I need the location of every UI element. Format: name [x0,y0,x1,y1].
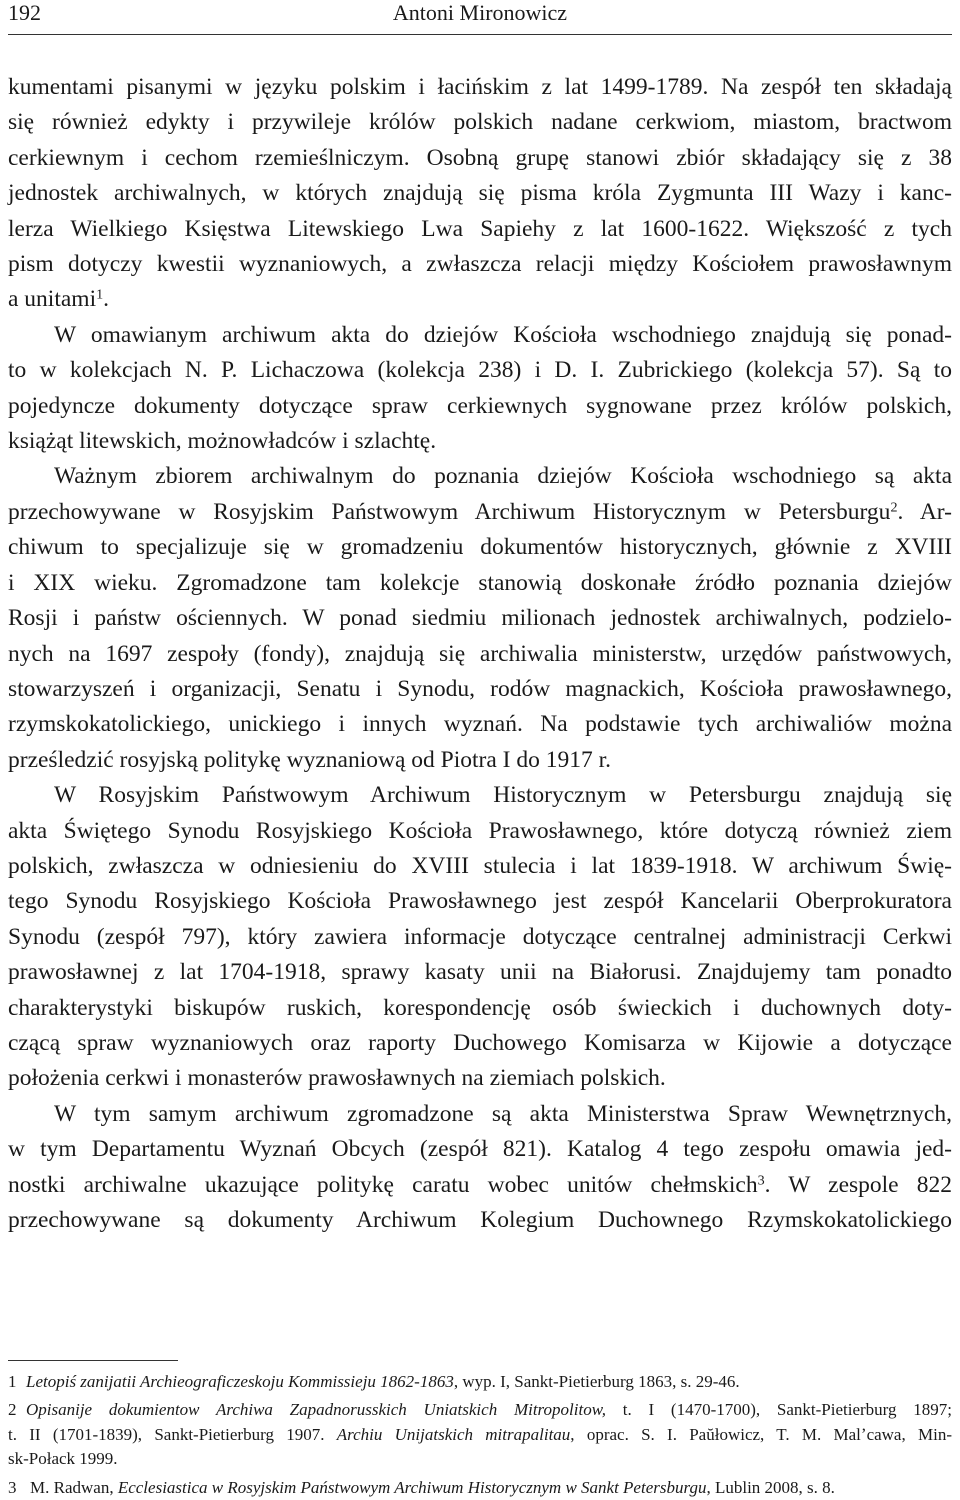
text-fragment: M. Radwan, [30,1477,118,1497]
text-line: W Rosyjskim Państwowym Archiwum Historycznym w Petersburgu znajdują się [54,782,952,809]
text-line: w tym Departamentu Wyznań Obcych (zespół 821). Katalog 4 tego zespołu omawia jed- [8,1136,952,1163]
text-line: W omawianym archiwum akta do dziejów Kościoła wschodniego znajdują się ponad- [54,321,952,348]
footnotes [8,1370,952,1500]
text-line: i XIX wieku. Zgromadzone tam kolekcje stanowią doskonałe źródło poznania dziejów [8,569,952,596]
text-line: sk-Połack 1999. [8,1449,118,1469]
text-line: nych na 1697 zespoły (fondy), znajdują się archiwalia ministerstw, urzędów państwowych, [8,640,952,667]
text-line: prawosławnej z lat 1704-1918, sprawy kasaty unii na Białorusi. Znajdujemy tam ponadto [8,959,952,986]
text-line [8,1423,952,1447]
footnote-ref-3[interactable]: 3 [757,1171,765,1188]
text-line: Synodu (zespół 797), który zawiera informacje dotyczące centralnej administracji Cerkwi [8,923,952,950]
text-line: charakterystyki biskupów ruskich, korespondencję osób świeckich i duchownych doty- [8,994,952,1021]
text-line: akta Świętego Synodu Rosyjskiego Kościoła Prawosławnego, które dotyczą również ziem [8,817,952,844]
text-line: W tym samym archiwum zgromadzone są akta Ministerstwa Spraw Wewnętrznych, [54,1100,952,1127]
text-fragment: t. I (1470-1700), Sankt-Pietierburg 1897; [606,1400,952,1420]
text-line: kumentami pisanymi w języku polskim i łacińskim z lat 1499-1789. Na zespół ten składają [8,74,952,100]
text-line: się również edykty i przywileje królów polskich nadane cerkwiom, miastom, bractwom [8,109,952,136]
main-text [8,70,952,1238]
text-line: pism dotyczy kwestii wyznaniowych, a zwłaszcza relacji między Kościołem prawosławnym [8,251,952,278]
text-line [8,1168,952,1203]
footnote-ref-2[interactable]: 2 [890,499,898,516]
text-line: jednostek archiwalnych, w których znajdują się pisma króla Zygmunta III Wazy i kanc- [8,180,952,207]
text-line: czącą spraw wyznaniowych oraz raporty Duchowego Komisarza w Kijowie a dotyczące [8,1029,952,1056]
paragraph-4 [8,778,952,1097]
text-line: to w kolekcjach N. P. Lichaczowa (kolekcja 238) i D. I. Zubrickiego (kolekcja 57). Są to [8,357,952,384]
text-line [8,495,952,530]
cited-title: Archiu Unijatskich mitrapalitau [336,1424,571,1444]
footnote-number: 1 [8,1372,17,1391]
text-fragment: . W zespole 822 [764,1171,953,1198]
footnote-ref-1[interactable]: 1 [96,286,104,303]
text-line: chiwum to specjalizuje się w gromadzeniu dokumentów historycznych, głównie z XVIII [8,534,952,561]
cited-title: Opisanije dokumientow Archiwa Zapadnorusskich Uniatskich Mitropolitow, [26,1400,607,1420]
text-fragment: przechowywane w Rosyjskim Państwowym Archiwum Historycznym w Petersburgu [8,498,891,525]
paragraph-5 [8,1097,952,1239]
text-line: tego Synodu Rosyjskiego Kościoła Prawosławnego jest zespół Kancelarii Oberprokuratora [8,888,952,915]
text-fragment: a unitami [8,286,97,313]
text-fragment: t. II (1701-1839), Sankt-Pietierburg 1907. [8,1424,337,1444]
footnote-rule [8,1360,178,1361]
text-fragment: , wyp. I, Sankt-Pietierburg 1863, s. 29-46. [453,1372,740,1391]
text-fragment: , Lublin 2008, s. 8. [706,1477,835,1497]
paragraph-3 [8,459,952,778]
text-line: rzymskokatolickiego, unickiego i innych wyznań. Na podstawie tych archiwaliów można [8,711,952,738]
page-number: 192 [8,0,41,25]
footnote-number: 2 [8,1400,17,1420]
footnote-2 [8,1398,952,1471]
text-line: przechowywane są dokumenty Archiwum Kolegium Duchownego Rzymskokatolickiego [8,1207,952,1233]
footnote-1 [8,1370,952,1394]
text-line: Rosji i państw ościennych. W ponad siedmiu milionach jednostek archiwalnych, podzielo- [8,605,952,632]
text-fragment: . Ar- [897,498,952,525]
text-line: książąt litewskich, możnowładców i szlachtę. [8,428,437,455]
running-author: Antoni Mironowicz [392,0,568,25]
text-line [8,282,952,317]
text-line: polskich, zwłaszcza w odniesieniu do XVIII stulecia i lat 1839-1918. W archiwum Świę- [8,852,952,879]
text-line: położenia cerkwi i monasterów prawosławnych na ziemiach polskich. [8,1065,666,1092]
footnote-number: 3 [8,1477,17,1497]
text-line [8,1476,952,1500]
text-fragment: nostki archiwalne ukazujące politykę caratu wobec unitów chełmskich [8,1171,758,1198]
running-header [8,0,952,38]
text-fragment: . [103,286,110,313]
text-line: stowarzyszeń i organizacji, Senatu i Synodu, rodów magnackich, Kościoła prawosławnego, [8,675,952,702]
text-line [8,1398,952,1422]
text-line: lerza Wielkiego Księstwa Litewskiego Lwa Sapiehy z lat 1600-1622. Większość z tych [8,215,952,242]
text-line: Ważnym zbiorem archiwalnym do poznania dziejów Kościoła wschodniego są akta [54,463,952,490]
text-line: pojedyncze dokumenty dotyczące spraw cerkiewnych sygnowane przez królów polskich, [8,392,952,419]
paragraph-1 [8,70,952,318]
cited-title: Ecclesiastica w Rosyjskim Państwowym Archiwum Historycznym w Sankt Petersburgu [117,1477,707,1497]
footnote-3 [8,1476,952,1500]
cited-title: Letopiś zanijatii Archieograficzeskoju Kommissieju 1862-1863 [26,1372,454,1391]
text-line [8,1370,952,1394]
header-rule [8,34,952,35]
text-line: prześledzić rosyjską politykę wyznaniową od Piotra I do 1917 r. [8,746,612,773]
text-fragment: , oprac. S. I. Paŭłowicz, T. M. Malʼcawa, Min- [570,1424,952,1444]
text-line: cerkiewnym i cechom rzemieślniczym. Osobną grupę stanowi zbiór składający się z 38 [8,144,952,171]
paragraph-2 [8,318,952,460]
